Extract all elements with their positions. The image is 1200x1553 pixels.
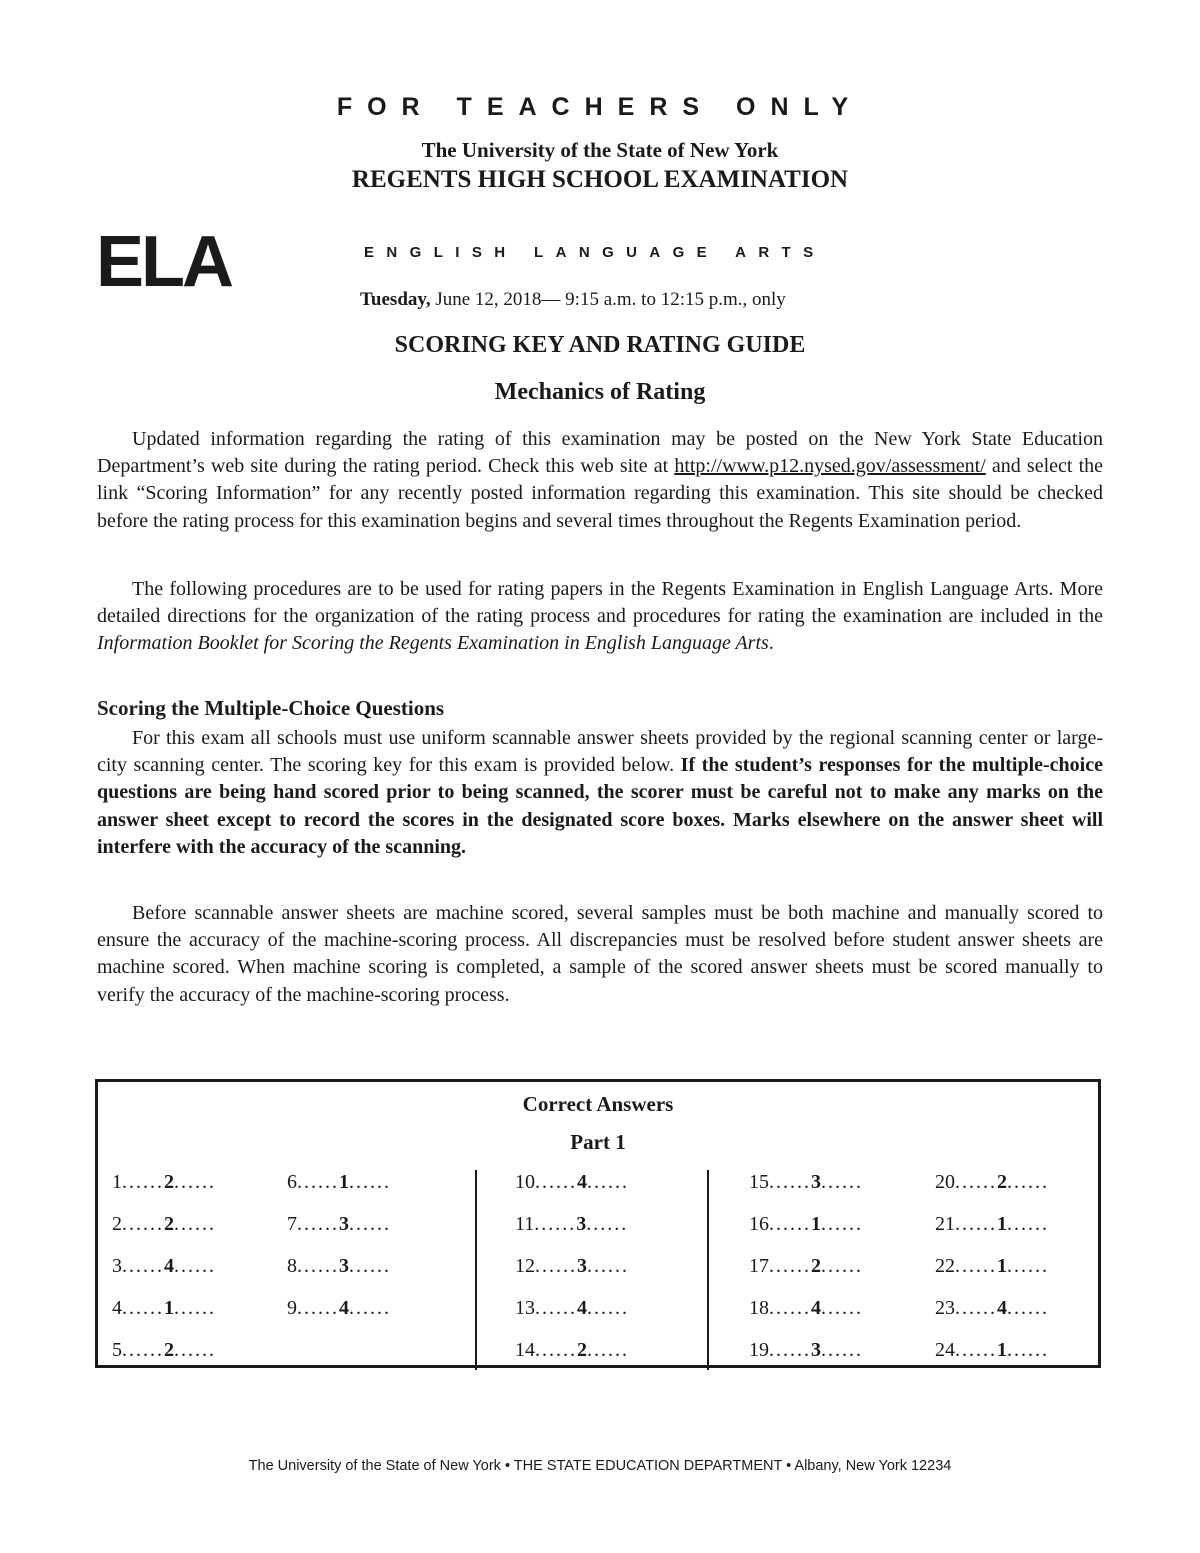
for-teachers-only-heading: FOR TEACHERS ONLY: [336, 93, 864, 121]
answer-row: [935, 1336, 1105, 1378]
dot-leader: ......: [769, 1171, 811, 1193]
p3-text-bold: If the student’s responses for the multiple-choice questions are being hand scored prior to being scanned, the scorer must be careful not to make any marks on the answer sheet except to record the scores in the designated score boxes. Marks elsewhere on the answer sheet will interfere with the accuracy of the scanning.: [97, 754, 1103, 858]
p3-text-plain: For this exam all schools must use uniform scannable answer sheets provided by the regional scanning center or large-city scanning center. The scoring key for this exam is provided below.: [97, 727, 1103, 777]
dot-leader: ......: [821, 1171, 863, 1193]
correct-answers-title: Correct Answers: [522, 1092, 674, 1116]
question-number: 10: [515, 1171, 535, 1193]
question-number: 15: [749, 1171, 769, 1193]
answer-row: [749, 1252, 919, 1294]
answer-row: [515, 1210, 685, 1252]
answer-value: 4: [811, 1297, 821, 1319]
answer-row: [112, 1252, 282, 1294]
answer-value: 2: [164, 1171, 174, 1193]
dot-leader: ......: [174, 1171, 216, 1193]
dot-leader: ......: [297, 1255, 339, 1277]
mc-section-heading: Scoring the Multiple-Choice Questions: [97, 696, 445, 720]
p1-text-start: Updated information regarding the rating of this examination may be posted on the New York State Education Department’s web site during the rating period. Check this web site at: [97, 428, 1103, 478]
answer-row: [515, 1294, 685, 1336]
dot-leader: ......: [821, 1339, 863, 1361]
paragraph-updated-info: [97, 426, 1103, 535]
question-number: 6: [287, 1171, 297, 1193]
question-number: 22: [935, 1255, 955, 1277]
answer-value: 1: [997, 1339, 1007, 1361]
question-number: 19: [749, 1339, 769, 1361]
answer-row: [935, 1252, 1105, 1294]
answer-value: 1: [997, 1213, 1007, 1235]
mechanics-title: Mechanics of Rating: [494, 379, 706, 405]
dot-leader: ......: [587, 1297, 629, 1319]
answer-row: [112, 1210, 282, 1252]
p2-text-start: The following procedures are to be used for rating papers in the Regents Examination in English Language Arts. More detailed directions for the organization of the rating process and procedures for rating the examination are included in the: [97, 578, 1103, 628]
dot-leader: ......: [1007, 1339, 1049, 1361]
dot-leader: ......: [297, 1171, 339, 1193]
answer-row: [287, 1168, 457, 1210]
question-number: 9: [287, 1297, 297, 1319]
dot-leader: ......: [821, 1213, 863, 1235]
question-number: 11: [515, 1213, 535, 1235]
answer-value: 1: [811, 1213, 821, 1235]
answer-row: [749, 1210, 919, 1252]
question-number: 7: [287, 1213, 297, 1235]
answer-column: [112, 1168, 282, 1378]
dot-leader: ......: [1007, 1213, 1049, 1235]
exam-date-time: June 12, 2018— 9:15 a.m. to 12:15 p.m., only: [435, 289, 786, 310]
dot-leader: ......: [535, 1297, 577, 1319]
dot-leader: ......: [297, 1213, 339, 1235]
answer-value: 1: [164, 1297, 174, 1319]
question-number: 8: [287, 1255, 297, 1277]
answer-value: 3: [339, 1213, 349, 1235]
dot-leader: ......: [955, 1171, 997, 1193]
answer-row: [935, 1168, 1105, 1210]
answer-row: [515, 1252, 685, 1294]
answer-row: [287, 1294, 457, 1336]
answer-column: [749, 1168, 919, 1378]
question-number: 23: [935, 1297, 955, 1319]
question-number: 24: [935, 1339, 955, 1361]
dot-leader: ......: [769, 1297, 811, 1319]
question-number: 20: [935, 1171, 955, 1193]
dot-leader: ......: [821, 1297, 863, 1319]
question-number: 2: [112, 1213, 122, 1235]
p2-text-end: .: [768, 632, 774, 655]
dot-leader: ......: [122, 1297, 164, 1319]
answer-value: 3: [576, 1213, 587, 1235]
paragraph-mc-scoring: [97, 725, 1103, 861]
answer-value: 3: [577, 1255, 587, 1277]
exam-title: REGENTS HIGH SCHOOL EXAMINATION: [351, 166, 849, 193]
paragraph-procedures: [97, 576, 1103, 658]
dot-leader: ......: [349, 1255, 391, 1277]
dot-leader: ......: [586, 1213, 629, 1235]
answer-row: [749, 1168, 919, 1210]
answer-row: [112, 1336, 282, 1378]
question-number: 16: [749, 1213, 769, 1235]
dot-leader: ......: [955, 1213, 997, 1235]
dot-leader: ......: [174, 1213, 216, 1235]
answer-value: 3: [339, 1255, 349, 1277]
question-number: 18: [749, 1297, 769, 1319]
answer-value: 4: [577, 1171, 587, 1193]
answer-row: [112, 1168, 282, 1210]
p1-text-end: and select the link “Scoring Information” for any recently posted information regarding this examination. This site should be checked before the rating process for this examination begins and several times throughout the Regents Examination period.: [97, 455, 1104, 532]
dot-leader: ......: [174, 1297, 216, 1319]
answer-value: 3: [811, 1171, 821, 1193]
correct-answers-box: [95, 1079, 1101, 1368]
answer-value: 4: [997, 1297, 1007, 1319]
exam-date: [360, 289, 786, 311]
answer-column: [935, 1168, 1105, 1378]
answer-column: [287, 1168, 457, 1336]
dot-leader: ......: [587, 1255, 629, 1277]
dot-leader: ......: [534, 1213, 577, 1235]
dot-leader: ......: [955, 1297, 997, 1319]
question-number: 3: [112, 1255, 122, 1277]
dot-leader: ......: [587, 1171, 629, 1193]
dot-leader: ......: [1007, 1255, 1049, 1277]
dot-leader: ......: [349, 1297, 391, 1319]
paragraph-machine-scoring: Before scannable answer sheets are machine scored, several samples must be both machine and manually scored to ensure the accuracy of the machine-scoring process. All discrepancies must be resolved before student answer sheets are machine scored. When machine scoring is completed, a sample of the scored answer sheets must be scored manually to verify the accuracy of the machine-scoring process.: [97, 902, 1103, 1006]
dot-leader: ......: [122, 1171, 164, 1193]
subject-heading: ENGLISH LANGUAGE ARTS: [364, 244, 826, 261]
dot-leader: ......: [349, 1213, 391, 1235]
question-number: 12: [515, 1255, 535, 1277]
exam-date-day: Tuesday,: [360, 289, 431, 310]
question-number: 4: [112, 1297, 122, 1319]
column-divider: [707, 1170, 709, 1370]
column-divider: [475, 1170, 477, 1370]
dot-leader: ......: [297, 1297, 339, 1319]
ela-logo: ELA: [96, 222, 231, 302]
dot-leader: ......: [349, 1171, 391, 1193]
answer-row: [515, 1168, 685, 1210]
dot-leader: ......: [587, 1339, 629, 1361]
guide-title: SCORING KEY AND RATING GUIDE: [394, 332, 806, 358]
dot-leader: ......: [535, 1171, 577, 1193]
dot-leader: ......: [955, 1339, 997, 1361]
question-number: 1: [112, 1171, 122, 1193]
answer-row: [749, 1294, 919, 1336]
assessment-link[interactable]: http://www.p12.nysed.gov/assessment/: [674, 455, 986, 478]
booklet-title: Information Booklet for Scoring the Regents Examination in English Language Arts: [97, 632, 769, 655]
dot-leader: ......: [535, 1339, 577, 1361]
dot-leader: ......: [535, 1255, 577, 1277]
answer-row: [749, 1336, 919, 1378]
answer-value: 4: [164, 1255, 174, 1277]
question-number: 17: [749, 1255, 769, 1277]
dot-leader: ......: [769, 1255, 811, 1277]
answer-row: [287, 1210, 457, 1252]
question-number: 14: [515, 1339, 535, 1361]
answer-row: [935, 1210, 1105, 1252]
dot-leader: ......: [769, 1339, 811, 1361]
answer-value: 2: [164, 1339, 174, 1361]
answer-row: [935, 1294, 1105, 1336]
answer-row: [515, 1336, 685, 1378]
answer-value: 2: [577, 1339, 587, 1361]
answer-value: 3: [811, 1339, 821, 1361]
answer-value: 1: [339, 1171, 349, 1193]
question-number: 5: [112, 1339, 122, 1361]
dot-leader: ......: [174, 1339, 216, 1361]
answer-row: [287, 1252, 457, 1294]
dot-leader: ......: [821, 1255, 863, 1277]
question-number: 13: [515, 1297, 535, 1319]
answer-value: 1: [997, 1255, 1007, 1277]
dot-leader: ......: [122, 1255, 164, 1277]
university-name: The University of the State of New York: [421, 138, 779, 162]
dot-leader: ......: [769, 1213, 811, 1235]
part-title: Part 1: [570, 1130, 626, 1154]
dot-leader: ......: [174, 1255, 216, 1277]
dot-leader: ......: [955, 1255, 997, 1277]
question-number: 21: [935, 1213, 955, 1235]
answer-column: [515, 1168, 685, 1378]
answer-value: 2: [811, 1255, 821, 1277]
dot-leader: ......: [122, 1339, 164, 1361]
footer: The University of the State of New York • THE STATE EDUCATION DEPARTMENT • Albany, New York 12234: [248, 1458, 952, 1474]
dot-leader: ......: [1007, 1297, 1049, 1319]
answer-row: [112, 1294, 282, 1336]
answer-value: 4: [339, 1297, 349, 1319]
dot-leader: ......: [1007, 1171, 1049, 1193]
dot-leader: ......: [122, 1213, 164, 1235]
answer-value: 2: [997, 1171, 1007, 1193]
answer-value: 4: [577, 1297, 587, 1319]
answer-value: 2: [164, 1213, 174, 1235]
